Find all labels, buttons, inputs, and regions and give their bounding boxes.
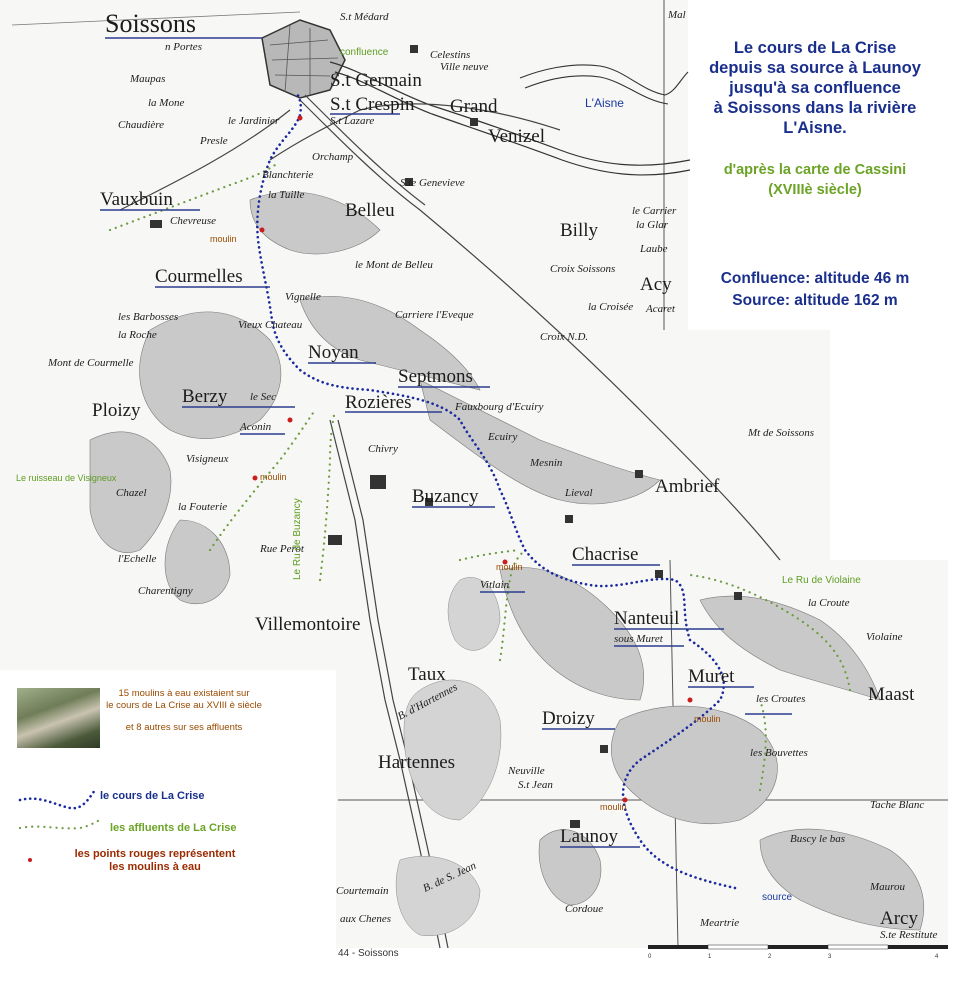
place-sous-muret: sous Muret [614, 633, 663, 645]
legend-red-points [60, 848, 250, 874]
place-buscy: Buscy le bas [790, 833, 845, 845]
place-soissons: Soissons [105, 9, 197, 38]
place-le-jardinier: le Jardinier [228, 115, 280, 127]
annotation-moulin: moulin [694, 714, 721, 724]
place-tache-blanche: Tache Blanc [870, 799, 925, 811]
place-taux: Taux [408, 664, 446, 685]
place-violaine: Violaine [866, 631, 903, 643]
annotation-violaine: Le Ru de Violaine [782, 575, 861, 586]
place-orchamp: Orchamp [312, 151, 354, 163]
place-vieux-chateau: Vieux Chateau [238, 319, 303, 331]
mill-photo [17, 688, 100, 748]
place-acoin: Aconin [240, 421, 272, 433]
place-meartrie: Meartrie [700, 917, 740, 929]
place-la-roche: la Roche [118, 329, 157, 341]
place-vauxbuin: Vauxbuin [100, 189, 173, 210]
annotation-moulin: moulin [496, 562, 523, 572]
place-chazel: Chazel [116, 487, 147, 499]
title-line: Le cours de La Crise [733, 39, 897, 57]
place-septmons: Septmons [398, 366, 473, 387]
scale-tick: 3 [828, 954, 832, 960]
annotation-source: source [762, 892, 793, 903]
place-carriere-leveque: Carriere l'Eveque [395, 309, 474, 321]
place-mont-de-courmelle: Mont de Courmelle [48, 357, 134, 369]
place-la-mone: la Mone [148, 97, 185, 109]
place-courmelles: Courmelles [155, 266, 243, 287]
place-faubourg-decuiry: Fauxbourg d'Ecuiry [455, 401, 544, 413]
place-venizel: Venizel [488, 126, 545, 147]
scale-tick: 0 [648, 954, 652, 960]
annotation-aisne: L'Aisne [585, 96, 624, 110]
place-portes: n Portes [165, 41, 202, 53]
place-maupas: Maupas [130, 73, 166, 85]
legend-red-line: les points rouges représentent [74, 848, 236, 860]
place-noyan: Noyan [308, 342, 359, 363]
place-billy: Billy [560, 220, 599, 241]
title-line: à Soissons dans la rivière [713, 99, 917, 117]
place-maurou: Maurou [870, 881, 906, 893]
place-mt-de-soissons: Mt de Soissons [748, 427, 814, 439]
annotation-moulin: moulin [600, 802, 627, 812]
place-nanteuil: Nanteuil [614, 608, 680, 629]
place-vignelle: Vignelle [285, 291, 321, 303]
place-chacrise: Chacrise [572, 544, 639, 565]
place-rue-perot: Rue Perot [260, 543, 304, 555]
place-b-st-jean: B. de S. Jean [421, 859, 479, 895]
mill-dot [288, 418, 293, 423]
place-arcy: Arcy [880, 908, 918, 929]
mill-dot [298, 116, 303, 121]
place-ste-genevieve: S.te Genevieve [400, 177, 465, 189]
title-line: jusqu'à sa confluence [729, 79, 901, 97]
place-chevreuse: Chevreuse [170, 215, 217, 227]
place-les-bouvettes: les Bouvettes [750, 747, 808, 759]
place-laube: Laube [640, 243, 668, 255]
place-neuville: Neuville [508, 765, 545, 777]
place-acaret: Acaret [646, 303, 675, 315]
scale-tick: 1 [708, 954, 712, 960]
place-charentigny: Charentigny [138, 585, 193, 597]
place-b-dhartennes: B. d'Hartennes [395, 681, 460, 723]
place-courtemain: Courtemain [336, 885, 389, 897]
place-visigneux: Visigneux [186, 453, 229, 465]
place-villemontoire: Villemontoire [255, 614, 361, 635]
subtitle-panel [690, 160, 940, 200]
place-launoy: Launoy [560, 826, 619, 847]
place-croix-soissons: Croix Soissons [550, 263, 616, 275]
place-la-tuille: la Tuille [268, 189, 305, 201]
place-cordoue: Cordoue [565, 903, 604, 915]
scale-tick: 4 [935, 954, 939, 960]
mill-dot [253, 476, 258, 481]
place-le-sec: le Sec [250, 391, 276, 403]
legend-course-label: le cours de La Crise [100, 790, 205, 802]
title-line: depuis sa source à Launoy [709, 59, 921, 77]
place-vitlain: Vitlain [480, 579, 510, 591]
place-grand: Grand [450, 96, 498, 117]
place-ecuiry: Ecuiry [488, 431, 518, 443]
legend-mill-dot [28, 858, 32, 862]
altitude-panel [690, 268, 940, 312]
place-celestins: Celestins [430, 49, 471, 61]
scale-tick: 2 [768, 954, 772, 960]
mill-dot [260, 228, 265, 233]
place-lieval: Lieval [565, 487, 593, 499]
legend-tributaries-label: les affluents de La Crise [110, 822, 237, 834]
place-ville-neuve: Ville neuve [440, 61, 489, 73]
place-st-medard: S.t Médard [340, 11, 389, 23]
annotation-confluence: confluence [340, 47, 389, 58]
subtitle-line: d'après la carte de Cassini [723, 162, 907, 178]
annotation-moulin: moulin [260, 472, 287, 482]
place-st-lazare: S.t Lazare [330, 115, 375, 127]
title-line: L'Aisne. [783, 119, 847, 137]
place-croix-nd: Croix N.D. [540, 331, 589, 343]
mill-dot [688, 698, 693, 703]
place-maast: Maast [868, 684, 915, 705]
subtitle-line: (XVIIIè siècle) [768, 182, 862, 198]
place-muret: Muret [688, 666, 735, 687]
legend-mills-tributaries: et 8 autres sur ses affluents [125, 722, 243, 733]
place-le-carrier: le Carrier [632, 205, 677, 217]
place-blanchterie: Blanchterie [262, 169, 314, 181]
place-st-germain: S.t Germain [330, 70, 422, 91]
place-hartennes: Hartennes [378, 752, 456, 773]
legend-mills-line: le cours de La Crise au XVIII è siècle [106, 700, 262, 711]
place-la-glar: la Glar [636, 219, 669, 231]
place-chaudiere: Chaudière [118, 119, 165, 131]
place-rozieres: Rozières [345, 392, 412, 413]
place-les-barbosses: les Barbosses [118, 311, 179, 323]
place-ste-restitute: S.te Restitute [880, 929, 938, 941]
place-mal: Mal [668, 9, 686, 21]
place-st-crespin: S.t Crespin [330, 94, 415, 115]
legend-mills-line: 15 moulins à eau existaient sur [118, 688, 250, 699]
place-st-jean: S.t Jean [518, 779, 553, 791]
place-buzancy: Buzancy [412, 486, 479, 507]
place-la-croisee: la Croisée [588, 301, 634, 313]
place-ploizy: Ploizy [92, 400, 141, 421]
place-belleu: Belleu [345, 200, 395, 221]
place-berzy: Berzy [182, 386, 228, 407]
place-chenes: aux Chenes [340, 913, 392, 925]
place-la-fouterie: la Fouterie [178, 501, 228, 513]
place-les-croutes: les Croutes [756, 693, 806, 705]
place-lechelle: l'Echelle [118, 553, 157, 565]
legend-red-line: les moulins à eau [109, 861, 201, 873]
sheet-caption: 44 - Soissons [338, 948, 399, 959]
place-acy: Acy [640, 274, 672, 295]
place-mesnin: Mesnin [530, 457, 563, 469]
source-altitude: Source: altitude 162 m [732, 292, 898, 309]
place-droizy: Droizy [542, 708, 595, 729]
place-chivry: Chivry [368, 443, 398, 455]
annotation-visigneux: Le ruisseau de Visigneux [16, 473, 117, 483]
place-presle: Presle [200, 135, 228, 147]
title-panel [690, 38, 940, 138]
legend-mills [104, 688, 264, 712]
annotation-buzancy: Le Ru de Buzancy [292, 498, 303, 580]
confluence-altitude: Confluence: altitude 46 m [720, 270, 910, 287]
place-la-croute: la Croute [808, 597, 850, 609]
place-mont-de-belleu: le Mont de Belleu [355, 259, 433, 271]
annotation-moulin: moulin [210, 234, 237, 244]
place-ambrief: Ambrief [655, 476, 720, 497]
